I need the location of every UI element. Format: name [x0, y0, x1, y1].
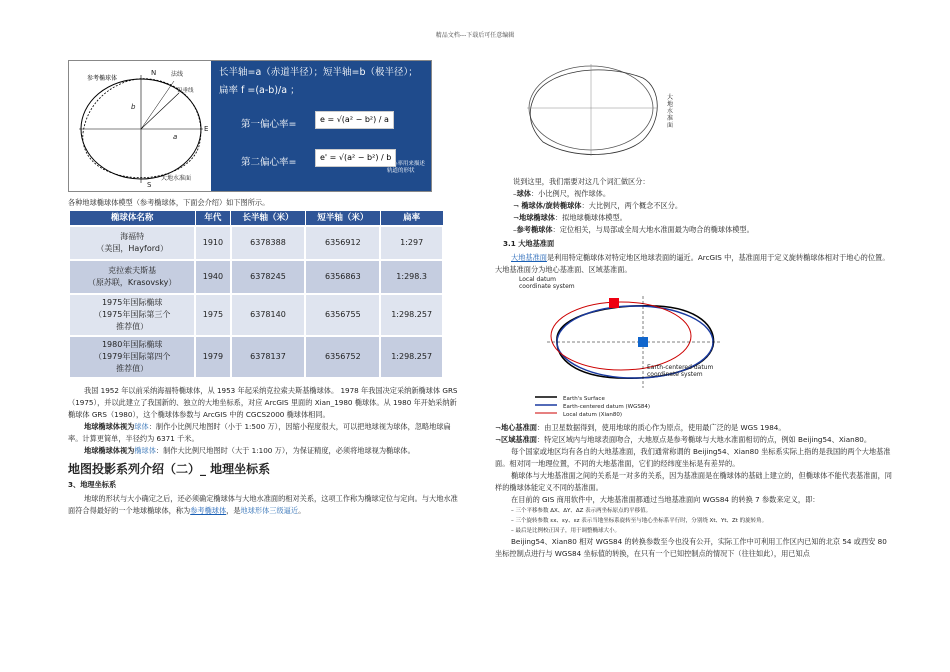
- axes-definition: 长半轴=a（赤道半径）；短半轴=b（极半径）；: [219, 67, 418, 78]
- term-desc: ：大比例尺，两个概念不区分。: [581, 201, 683, 210]
- left-column: [68, 60, 463, 517]
- geoid-svg: [513, 60, 683, 172]
- label-ref-ellipsoid: 参考椭球体: [87, 75, 118, 82]
- east-label: E: [204, 125, 209, 133]
- term-desc: ：拟地球椭球体模型。: [554, 213, 627, 222]
- paragraph-ellipsoid-history: 我国 1952 年以前采纳海福特椭球体，从 1953 年起采纳克拉索夫斯基椭球体。 1978 年我国决定采纳新椭球体 GRS（1975），并以此建立了我国新的、独立的大地坐标系，对应 ArcGIS 里面的 Xian_1980 椭球体。从 1980 年开始采纳新椭球体 GRS（1980），这个椭球体参数与 ArcGIS 中的 CGCS2000 椭球体相同。: [68, 386, 458, 419]
- name-line: 海福特: [120, 232, 145, 241]
- paragraph-text: ，是: [226, 506, 241, 515]
- terms-intro: 说到这里，我们需要对这几个词汇做区分：: [513, 177, 650, 186]
- name-line: （1975年国际第三个: [93, 310, 171, 319]
- name-line: 克拉索夫斯基: [108, 266, 157, 275]
- highlight-term: 球体: [134, 422, 149, 431]
- second-eccentricity-formula: e' = √(a² − b²) / b: [315, 149, 396, 167]
- table-cell: 6378140: [231, 294, 306, 336]
- second-eccentricity-label: 第二偏心率=: [241, 157, 297, 168]
- geoid-figure: [513, 60, 683, 172]
- table-cell: 1975: [195, 294, 230, 336]
- table-cell: 6378137: [231, 336, 306, 378]
- bold-term: 地心基准面: [501, 423, 537, 432]
- bold-term: 地球椭球体视为: [84, 446, 135, 455]
- eccentricity-note: ⑥心率用来描述轨道的形状: [387, 161, 425, 174]
- table-cell: 1:297: [380, 226, 443, 260]
- ec-datum-marker: [638, 337, 648, 347]
- term-item: –球体：小比例尺，视作球体。: [513, 189, 611, 198]
- name-line: 推荐值）: [116, 364, 149, 373]
- paragraph-national-datums: 每个国家或地区均有各自的大地基准面，我们通常称谓的 Beijing54、Xian80 坐标系实际上指的是我国的两个大地基准面。相对同一地理位置，不同的大地基准面，它们的经纬度坐标是有差异的。: [495, 447, 891, 468]
- label-geoid: 大地水准面: [161, 175, 192, 182]
- legend-xian80: Local datum (Xian80): [563, 412, 623, 418]
- param-item: – 三个平移参数 ΔX、ΔY、ΔZ 表示两坐标原点的平移值。: [511, 508, 652, 514]
- table-header-row: [69, 211, 443, 227]
- table-cell: 1979: [195, 336, 230, 378]
- term-item: ¬地球椭球体：拟地球椭球体模型。: [513, 213, 627, 222]
- col-header: 短半轴（米）: [305, 211, 380, 227]
- term-desc: ：定位相关，与局部或全局大地水准面最为吻合的椭球体模型。: [552, 225, 754, 234]
- term-desc: ：特定区域内与地球表面吻合，大地原点是参考椭球与大地水准面相切的点，例如 Beijing54、Xian80。: [536, 435, 872, 444]
- table-cell-name: [69, 226, 195, 260]
- ellipsoid-figure: [68, 60, 432, 192]
- table-row: [69, 226, 443, 260]
- name-line: （1979年国际第四个: [93, 352, 171, 361]
- reference-ellipsoid-link[interactable]: 参考椭球体: [190, 506, 227, 515]
- paragraph-text: 地球的形状与大小确定之后，还必须确定椭球体与大地水准面的相对关系，这项工作称为椭球定位与定向。与大地水准面符合得最好的一个地球椭球体，称为: [68, 494, 458, 515]
- table-cell: 6356863: [305, 260, 380, 294]
- param-item: – 三个旋转参数 εx、εy、εz 表示当地坐标系旋转至与地心坐标系平行时，分别绕 Xt、Yt、Zt 的旋转角。: [511, 518, 768, 524]
- col-header: 椭球体名称: [69, 211, 195, 227]
- axis-b-label: b: [131, 103, 136, 111]
- bold-term: 地球椭球体视为: [84, 422, 135, 431]
- table-cell: 6378388: [231, 226, 306, 260]
- table-row: [69, 294, 443, 336]
- label-plumb: 铅垂线: [177, 88, 194, 94]
- regional-datum-item: ¬区域基准面：特定区域内与地球表面吻合，大地原点是参考椭球与大地水准面相切的点，例如 Beijing54、Xian80。: [495, 435, 872, 444]
- table-cell: 1:298.3: [380, 260, 443, 294]
- first-eccentricity-label: 第一偏心率=: [241, 119, 297, 130]
- table-cell: 6356912: [305, 226, 380, 260]
- geoid-label: 大地水准面: [667, 94, 674, 129]
- table-cell-name: [69, 336, 195, 378]
- paragraph-ellipsoid: [68, 445, 463, 457]
- datum-link[interactable]: 大地基准面: [511, 253, 547, 262]
- paragraph-conversion: Beijing54、Xian80 相对 WGS84 的转换参数至今也没有公开，实际工作中可利用工作区内已知的北京 54 或西安 80 坐标控制点进行与 WGS84 坐标值的转换，在只有一个已知控制点的情况下（往往如此），用已知点: [495, 537, 887, 558]
- bold-term: 椭球体/旋转椭球体: [521, 201, 582, 210]
- name-line: 1980年国际椭球: [101, 340, 163, 349]
- subsection-heading: 3、地理坐标系: [68, 480, 117, 489]
- table-cell: 6356752: [305, 336, 380, 378]
- paragraph-text: 是利用特定椭球体对特定地区地球表面的逼近。ArcGIS 中，基准面用于定义旋转椭球体相对于地心的位置。大地基准面分为地心基准面、区域基准面。: [495, 253, 890, 274]
- highlight-term: 地球形体三级逼近: [240, 506, 299, 515]
- name-line: 1975年国际椭球: [101, 298, 163, 307]
- term-desc: ：小比例尺，视作球体。: [530, 189, 611, 198]
- datum-figure: [517, 276, 727, 416]
- name-line: 推荐值）: [116, 322, 149, 331]
- right-column: [495, 60, 895, 560]
- ellipsoid-table: [68, 210, 444, 379]
- page-header: 精品文档---下载后可任意编辑: [435, 32, 515, 39]
- datum-svg: [517, 276, 727, 416]
- plumb-line: [141, 81, 174, 129]
- table-cell: 6378245: [231, 260, 306, 294]
- table-cell: 1940: [195, 260, 230, 294]
- legend-wgs84: Earth-centered datum (WGS84): [563, 404, 651, 410]
- section-heading: 地图投影系列介绍（二）_ 地理坐标系: [68, 462, 271, 476]
- paragraph-datum: [495, 252, 895, 276]
- axis-a-label: a: [173, 133, 178, 141]
- bold-term: 球体: [516, 189, 531, 198]
- name-line: （原苏联，Krasovsky）: [87, 278, 177, 287]
- ec-datum-label: Earth-centered datum coordinate system: [647, 364, 714, 378]
- highlight-term: 椭球体: [134, 446, 156, 455]
- geocentric-datum-item: ¬地心基准面：由卫星数据得到，使用地球的质心作为原点，使用最广泛的是 WGS 1984。: [495, 423, 786, 432]
- table-row: [69, 260, 443, 294]
- col-header: 长半轴（米）: [231, 211, 306, 227]
- subsection-heading: 3.1 大地基准面: [503, 239, 555, 248]
- label-normal: 法线: [171, 71, 184, 78]
- xian80-ellipse: [551, 302, 691, 370]
- legend-earth-surface: Earth's Surface: [563, 396, 605, 402]
- paragraph-ellipsoid-datum: 椭球体与大地基准面之间的关系是一对多的关系，因为基准面是在椭球体的基础上建立的，但椭球体不能代表基准面，同样的椭球体能定义不同的基准面。: [495, 471, 892, 492]
- col-header: 扁率: [380, 211, 443, 227]
- paragraph-text: 。: [298, 506, 306, 515]
- table-cell: 6356755: [305, 294, 380, 336]
- param-item: – 最后是比例校正因子，用于调整椭球大小。: [511, 528, 620, 534]
- pole-n: N: [151, 69, 157, 77]
- table-cell: 1:298.257: [380, 336, 443, 378]
- col-header: 年代: [195, 211, 230, 227]
- first-eccentricity-formula: e = √(a² − b²) / a: [315, 111, 394, 129]
- table-row: [69, 336, 443, 378]
- ellipsoid-diagram: [69, 61, 211, 191]
- local-datum-label: Local datum coordinate system: [519, 276, 575, 290]
- table-cell-name: [69, 260, 195, 294]
- bold-term: 区域基准面: [501, 435, 537, 444]
- local-datum-marker: [609, 298, 619, 308]
- normal-line: [141, 93, 179, 129]
- table-cell-name: [69, 294, 195, 336]
- name-line: （美国，Hayford）: [96, 244, 168, 253]
- paragraph-text: ：制作小比例尺地图时（小于 1:500 万），因缩小程度很大，可以把地球视为球体，忽略地球扁率。计算更简单，半径约为 6371 千米。: [68, 422, 451, 443]
- paragraph-text: ：制作大比例尺地图时（大于 1:100 万），为保证精度，必须将地球视为椭球体。: [155, 446, 415, 455]
- paragraph-seven-params: 在目前的 GIS 商用软件中，大地基准面都通过当地基准面向 WGS84 的转换 7 参数来定义，即：: [511, 495, 820, 504]
- paragraph-geographic-coords: [68, 493, 463, 517]
- table-cell: 1:298.257: [380, 294, 443, 336]
- flattening-definition: 扁率 f =(a-b)/a ；: [219, 85, 300, 96]
- bold-term: 参考椭球体: [516, 225, 553, 234]
- pole-s: S: [147, 181, 152, 189]
- bold-term: 地球椭球体: [519, 213, 555, 222]
- term-item: ¬ 椭球体/旋转椭球体：大比例尺，两个概念不区分。: [513, 201, 683, 210]
- paragraph-sphere: [68, 421, 463, 445]
- table-cell: 1910: [195, 226, 230, 260]
- table-caption: 各种地球椭球体模型（参考椭球体，下面会介绍）如下图所示。: [68, 198, 270, 207]
- geoid-surface: [530, 70, 657, 155]
- term-desc: ：由卫星数据得到，使用地球的质心作为原点，使用最广泛的是 WGS 1984。: [536, 423, 786, 432]
- term-item: –参考椭球体：定位相关，与局部或全局大地水准面最为吻合的椭球体模型。: [513, 225, 754, 234]
